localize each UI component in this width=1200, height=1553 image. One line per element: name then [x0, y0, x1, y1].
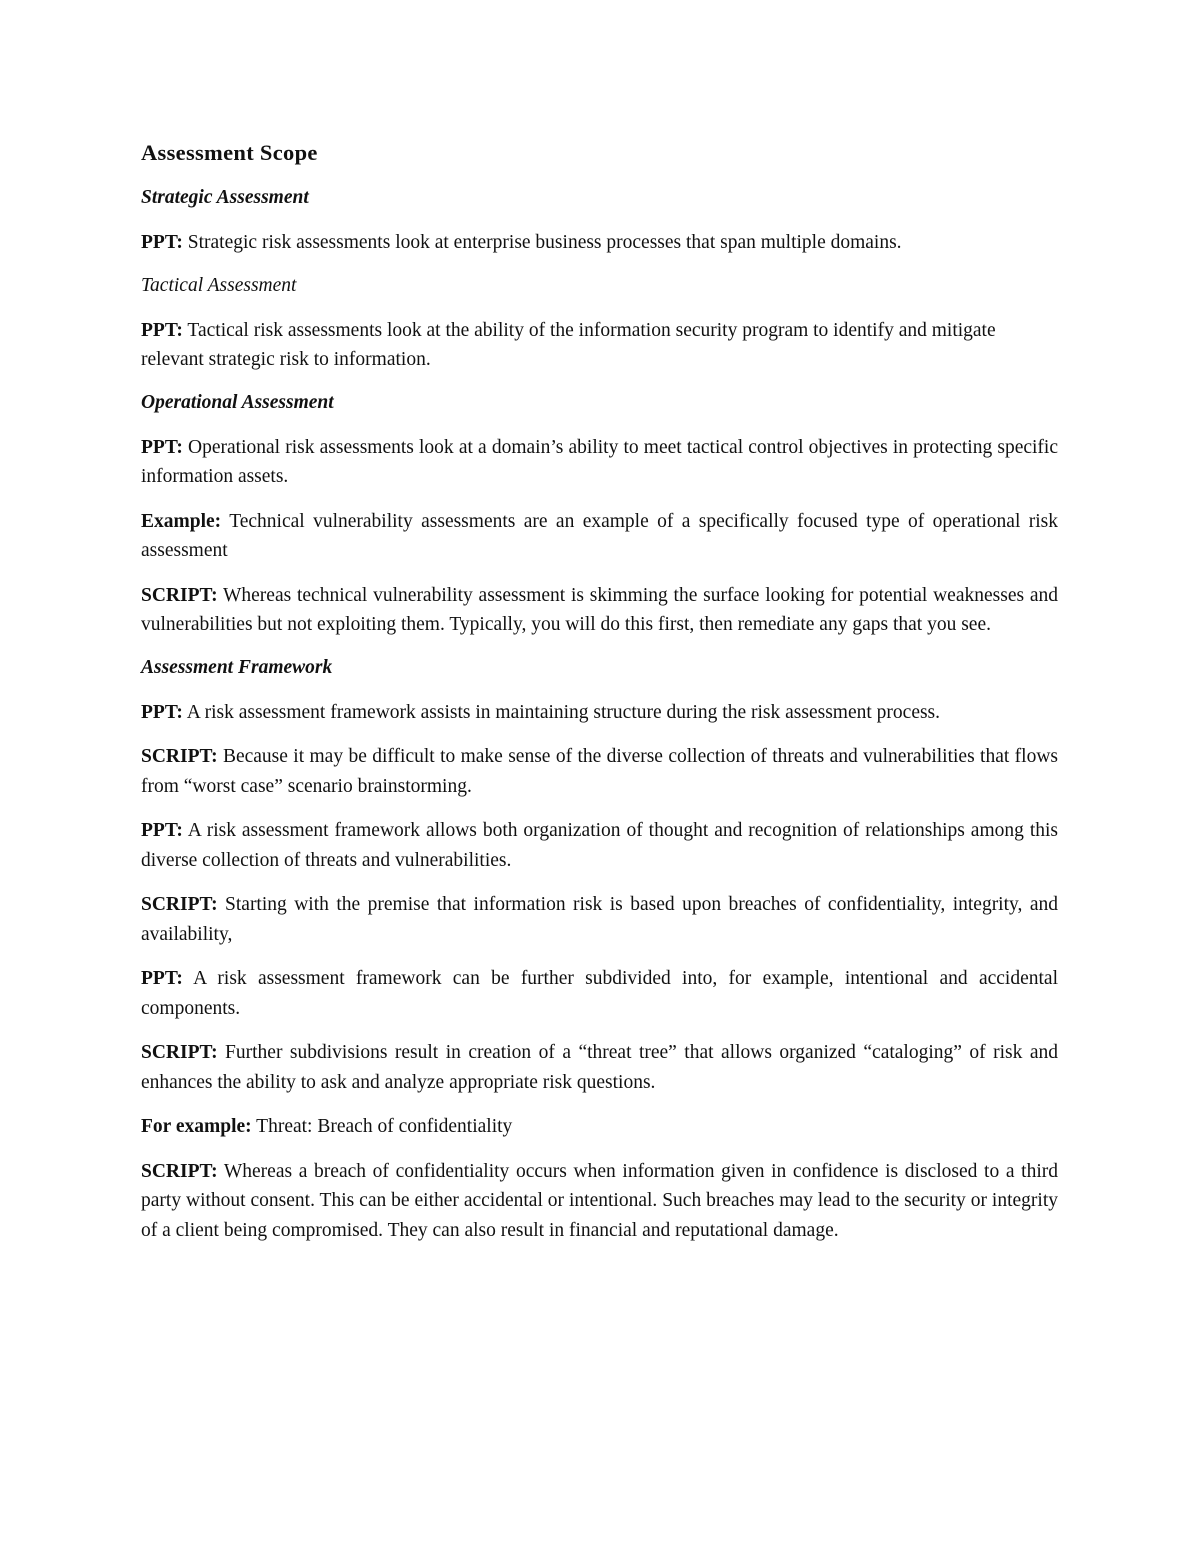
- paragraph-text: Strategic risk assessments look at enterprise business processes that span multiple domains.: [182, 232, 902, 253]
- paragraph-text: Further subdivisions result in creation of a “threat tree” that allows organized “cataloging” of risk and enhances the ability to ask and analyze appropriate risk questions.: [141, 1042, 1058, 1093]
- page-title: Assessment Scope: [141, 140, 318, 165]
- paragraph-text: A risk assessment framework can be further subdivided into, for example, intentional and accidental components.: [141, 968, 1058, 1019]
- paragraph-text: A risk assessment framework allows both organization of thought and recognition of relationships among this diverse collection of threats and vulnerabilities.: [141, 820, 1058, 871]
- paragraph-label: PPT:: [141, 232, 183, 253]
- paragraph: [141, 507, 1058, 566]
- section-heading-strategic: Strategic Assessment: [141, 187, 309, 208]
- paragraph-label: PPT:: [141, 701, 183, 723]
- paragraph: [141, 890, 1058, 949]
- paragraph-text: Because it may be difficult to make sense of the diverse collection of threats and vulnerabilities that flows from “worst case” scenario brainstorming.: [141, 746, 1058, 797]
- paragraph-text: Starting with the premise that information risk is based upon breaches of confidentiality, integrity, and availability,: [141, 894, 1058, 945]
- paragraph-label: PPT:: [141, 820, 183, 841]
- paragraph-label: SCRIPT:: [141, 1042, 218, 1063]
- paragraph: [141, 964, 1058, 1023]
- paragraph-label: PPT:: [141, 968, 183, 989]
- paragraph-label: SCRIPT:: [141, 584, 218, 606]
- document-body: [141, 140, 1058, 1260]
- paragraph-label: PPT:: [141, 436, 183, 458]
- paragraph-text: Operational risk assessments look at a domain’s ability to meet tactical control objectives in protecting specific information assets.: [141, 436, 1058, 487]
- section-heading-framework: Assessment Framework: [141, 656, 333, 678]
- paragraph-label: SCRIPT:: [141, 746, 218, 767]
- paragraph-label: For example:: [141, 1116, 252, 1137]
- paragraph: [141, 1157, 1058, 1246]
- paragraph: [141, 1112, 1058, 1142]
- paragraph: [141, 1038, 1058, 1097]
- paragraph-label: Example:: [141, 510, 222, 532]
- paragraph-text: A risk assessment framework assists in maintaining structure during the risk assessment process.: [182, 701, 941, 723]
- paragraph: [141, 816, 1058, 875]
- section-heading-operational: Operational Assessment: [141, 391, 334, 413]
- paragraph-text: Technical vulnerability assessments are an example of a specifically focused type of operational risk assessment: [141, 510, 1058, 561]
- paragraph-text: Threat: Breach of confidentiality: [251, 1116, 513, 1137]
- paragraph: [141, 316, 1058, 375]
- paragraph-label: SCRIPT:: [141, 894, 218, 915]
- paragraph: [141, 742, 1058, 801]
- paragraph-label: PPT:: [141, 319, 183, 341]
- paragraph: [141, 698, 1058, 728]
- paragraph-text: Whereas a breach of confidentiality occurs when information given in confidence is disclosed to a third party without consent. This can be either accidental or intentional. Such breaches may lead to the security or integrity of a client being compromised. They can also result in financial and reputational damage.: [141, 1160, 1058, 1241]
- paragraph-text: Tactical risk assessments look at the ability of the information security program to identify and mitigate relevant strategic risk to information.: [141, 319, 996, 370]
- paragraph: [141, 433, 1058, 492]
- paragraph: [141, 581, 1058, 640]
- paragraph-label: SCRIPT:: [141, 1160, 218, 1182]
- section-heading-tactical: Tactical Assessment: [141, 274, 297, 296]
- paragraph-text: Whereas technical vulnerability assessment is skimming the surface looking for potential weaknesses and vulnerabilities but not exploiting them. Typically, you will do this first, then remediate any gaps that you see.: [141, 584, 1058, 635]
- paragraph: [141, 228, 1058, 258]
